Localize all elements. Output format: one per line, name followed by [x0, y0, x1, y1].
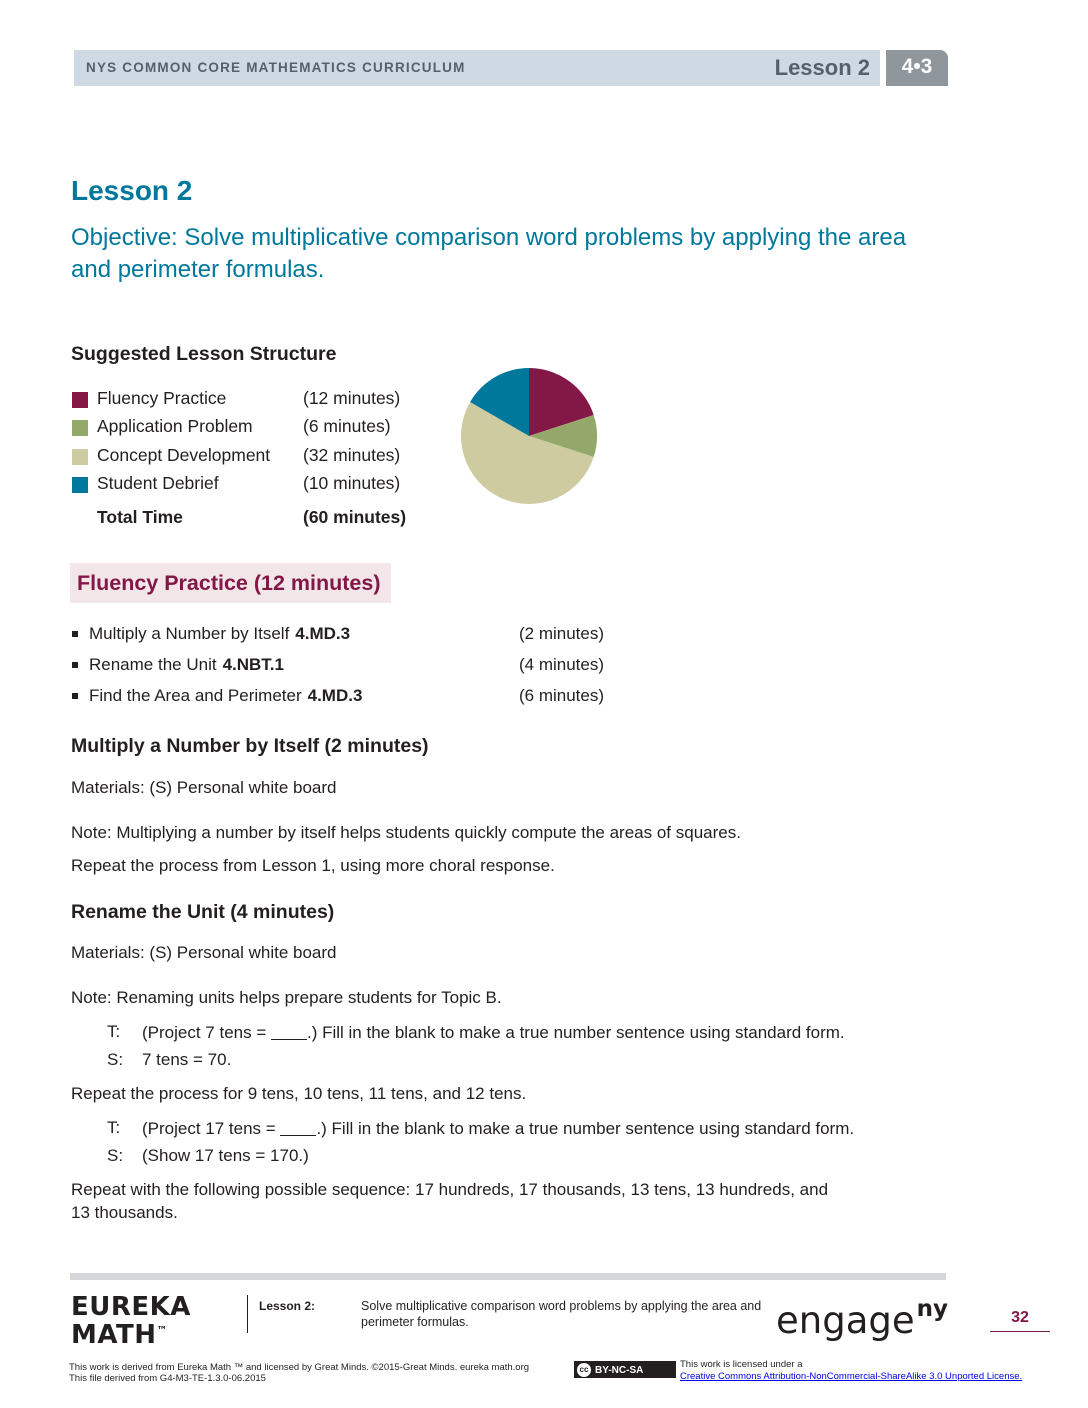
legend-minutes: (6 minutes) [303, 416, 391, 436]
fluency-heading: Fluency Practice (12 minutes) [77, 571, 381, 595]
dialogue-student [107, 1146, 507, 1168]
legend-minutes: (32 minutes) [303, 445, 401, 465]
fluency-item-minutes: (4 minutes) [519, 655, 605, 674]
repeat-multiply: Repeat the process from Lesson 1, using more choral response. [71, 856, 555, 875]
fluency-item-minutes: (2 minutes) [519, 624, 605, 643]
structure-heading: Suggested Lesson Structure [71, 343, 337, 365]
answer-blank [280, 1118, 316, 1136]
lesson-structure-pie [457, 364, 601, 508]
repeat-rename-1: Repeat the process for 9 tens, 10 tens, 11 tens, and 12 tens. [71, 1084, 527, 1103]
speaker-label: S: [107, 1146, 124, 1165]
legend-swatch [72, 449, 88, 465]
speaker-label: S: [107, 1050, 124, 1069]
page-number-rule [990, 1331, 1050, 1332]
logo-superscript: ny [916, 1296, 948, 1322]
engageny-logo [776, 1296, 948, 1342]
note-rename: Note: Renaming units helps prepare students for Topic B. [71, 988, 502, 1007]
license-text [680, 1359, 1022, 1383]
cc-badge-text: BY-NC-SA [595, 1365, 644, 1376]
trademark: ™ [156, 1324, 168, 1337]
square-bullet-icon [72, 662, 78, 668]
footer-rule [70, 1273, 946, 1280]
page-header [74, 50, 948, 86]
legend-label: Student Debrief [97, 473, 219, 493]
section-heading-rename: Rename the Unit (4 minutes) [71, 901, 335, 923]
dialogue-text: (Show 17 tens = 170.) [142, 1146, 309, 1165]
lesson-objective: Objective: Solve multiplicative comparison word problems by applying the area and perimeter formulas. [71, 224, 907, 283]
curriculum-name: NYS COMMON CORE MATHEMATICS CURRICULUM [86, 60, 466, 75]
credit-line: This file derived from G4-M3-TE-1.3.0-06.2015 [69, 1373, 266, 1384]
fluency-item-text: Rename the Unit [89, 655, 217, 674]
header-lesson: Lesson 2 [774, 55, 870, 80]
fluency-heading-box [70, 563, 391, 603]
legend-swatch [72, 420, 88, 436]
note-multiply: Note: Multiplying a number by itself helps students quickly compute the areas of squares. [71, 823, 741, 842]
fluency-item-text: Multiply a Number by Itself [89, 624, 290, 643]
materials-rename: Materials: (S) Personal white board [71, 943, 337, 962]
square-bullet-icon [72, 693, 78, 699]
total-minutes: (60 minutes) [303, 507, 407, 527]
fluency-item-text: Find the Area and Perimeter [89, 686, 302, 705]
fluency-item-standard: 4.MD.3 [295, 624, 351, 643]
license-link[interactable]: Creative Commons Attribution-NonCommercial-ShareAlike 3.0 Unported License. [680, 1371, 1023, 1382]
credit-line: This work is derived from Eureka Math ™ and licensed by Great Minds. ©2015-Great Minds. eureka math.org [69, 1362, 530, 1373]
answer-blank [271, 1022, 307, 1040]
creative-commons-badge [574, 1361, 676, 1378]
footer-divider [247, 1295, 248, 1333]
legend-label: Application Problem [97, 416, 253, 436]
fluency-item-minutes: (6 minutes) [519, 686, 605, 705]
logo-text: engage [776, 1299, 915, 1342]
speaker-label: T: [107, 1022, 121, 1041]
dialogue-student [107, 1050, 507, 1072]
module-badge: 4•3 [886, 50, 948, 86]
fluency-item-standard: 4.NBT.1 [222, 655, 284, 674]
dialogue-text: (Project 7 tens = [142, 1023, 271, 1042]
legend-swatch [72, 477, 88, 493]
dialogue-text: 7 tens = 70. [142, 1050, 232, 1069]
dialogue-text: .) Fill in the blank to make a true number sentence using standard form. [306, 1023, 845, 1042]
footer-lesson-label: Lesson 2: [259, 1299, 316, 1313]
page-number: 32 [1011, 1309, 1029, 1326]
legend-swatch [72, 392, 88, 408]
legend-label: Fluency Practice [97, 388, 227, 408]
total-label: Total Time [97, 507, 183, 527]
dialogue-text: .) Fill in the blank to make a true number sentence using standard form. [316, 1119, 855, 1138]
license-line: This work is licensed under a [680, 1359, 803, 1370]
section-heading-multiply: Multiply a Number by Itself (2 minutes) [71, 735, 429, 757]
dialogue-teacher [107, 1118, 927, 1140]
legend-label: Concept Development [97, 445, 271, 465]
lesson-title: Lesson 2 [71, 175, 193, 206]
legend-minutes: (12 minutes) [303, 388, 401, 408]
repeat-rename-2: Repeat with the following possible sequence: 17 hundreds, 17 thousands, 13 tens, 13 hundreds, and [71, 1180, 829, 1199]
materials-multiply: Materials: (S) Personal white board [71, 778, 337, 797]
repeat-rename-2-cont: 13 thousands. [71, 1203, 178, 1222]
logo-line: EUREKA [71, 1292, 191, 1322]
logo-line: MATH [71, 1320, 157, 1350]
legend-minutes: (10 minutes) [303, 473, 401, 493]
fluency-item-standard: 4.MD.3 [307, 686, 363, 705]
header-band [74, 50, 880, 86]
speaker-label: T: [107, 1118, 121, 1137]
footer-credits [69, 1362, 529, 1384]
square-bullet-icon [72, 631, 78, 637]
footer-objective: Solve multiplicative comparison word problems by applying the area and perimeter formulas. [361, 1299, 762, 1329]
dialogue-teacher [107, 1022, 927, 1044]
cc-icon: cc [577, 1363, 591, 1377]
dialogue-text: (Project 17 tens = [142, 1119, 281, 1138]
eureka-math-logo [71, 1292, 191, 1350]
